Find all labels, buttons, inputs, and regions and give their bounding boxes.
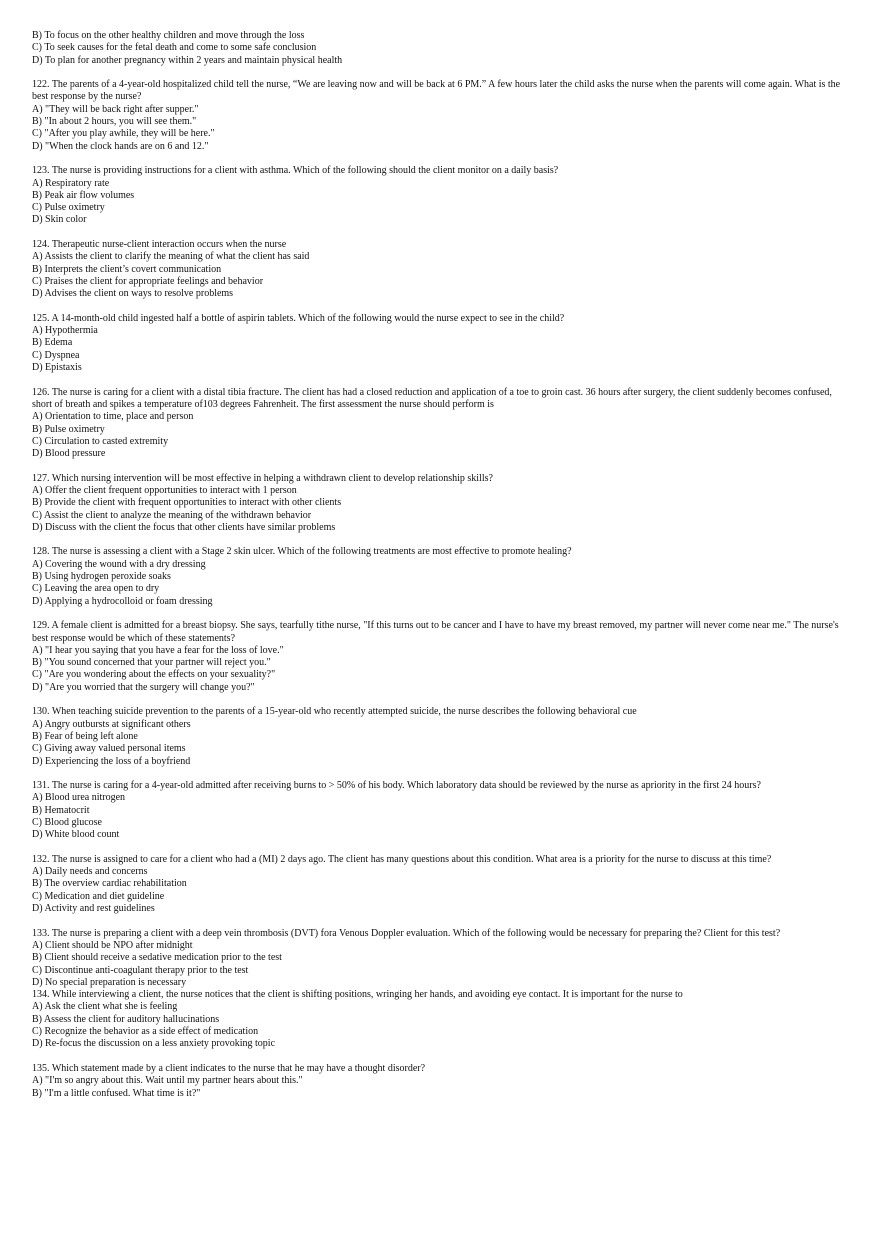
option: B) Client should receive a sedative medication prior to the test xyxy=(32,952,282,964)
option: A) Blood urea nitrogen xyxy=(32,792,126,804)
option: B) Peak air flow volumes xyxy=(32,189,135,201)
option: A) Respiratory rate xyxy=(32,177,110,189)
option: D) Blood pressure xyxy=(32,448,106,460)
option: A) "I hear you saying that you have a fear for the loss of love." xyxy=(32,644,284,656)
option: A) Covering the wound with a dry dressing xyxy=(32,558,206,570)
option: B) Using hydrogen peroxide soaks xyxy=(32,571,171,583)
option: B) "I'm a little confused. What time is it?" xyxy=(32,1087,201,1099)
question-stem: 129. A female client is admitted for a breast biopsy. She says, tearfully tithe nurse, "If this turns out to be cancer and I have to have my breast removed, my partner will never come near me." The nurse's best response would be which of these statements? xyxy=(32,620,839,644)
question-132 xyxy=(32,854,850,915)
option: A) Client should be NPO after midnight xyxy=(32,939,193,951)
option: B) The overview cardiac rehabilitation xyxy=(32,878,187,890)
question-stem: 124. Therapeutic nurse-client interaction occurs when the nurse xyxy=(32,239,287,251)
option: A) "They will be back right after supper." xyxy=(32,103,199,115)
question-129 xyxy=(32,620,850,694)
question-stem: 128. The nurse is assessing a client with a Stage 2 skin ulcer. Which of the following treatments are most effective to promote healing? xyxy=(32,546,572,558)
option: C) Recognize the behavior as a side effect of medication xyxy=(32,1026,259,1038)
question-135 xyxy=(32,1063,850,1100)
question-130 xyxy=(32,706,850,767)
option: D) White blood count xyxy=(32,829,120,841)
option: D) No special preparation is necessary xyxy=(32,976,187,988)
option: B) Hematocrit xyxy=(32,804,90,816)
question-123 xyxy=(32,165,850,226)
option: C) Medication and diet guideline xyxy=(32,890,165,902)
option: B) Fear of being left alone xyxy=(32,730,138,742)
option: D) Discuss with the client the focus that other clients have similar problems xyxy=(32,521,336,533)
option: A) "I'm so angry about this. Wait until my partner hears about this." xyxy=(32,1075,303,1087)
question-stem: 125. A 14-month-old child ingested half a bottle of aspirin tablets. Which of the following would the nurse expect to see in the child? xyxy=(32,312,565,324)
question-126 xyxy=(32,387,850,461)
option: C) Circulation to casted extremity xyxy=(32,435,169,447)
option: C) Praises the client for appropriate feelings and behavior xyxy=(32,275,264,287)
option: B) Pulse oximetry xyxy=(32,423,105,435)
option: C) Leaving the area open to dry xyxy=(32,583,160,595)
question-131 xyxy=(32,780,850,841)
question-134 xyxy=(32,989,850,1050)
option: A) Daily needs and concerns xyxy=(32,866,148,878)
option: D) "Are you worried that the surgery will change you?" xyxy=(32,681,255,693)
question-stem: 134. While interviewing a client, the nurse notices that the client is shifting positions, wringing her hands, and avoiding eye contact. It is important for the nurse to xyxy=(32,989,683,1001)
option: D) Applying a hydrocolloid or foam dressing xyxy=(32,595,213,607)
option: D) Activity and rest guidelines xyxy=(32,903,155,915)
option: B) Provide the client with frequent opportunities to interact with other clients xyxy=(32,497,342,509)
option: A) Angry outbursts at significant others xyxy=(32,718,191,730)
option: B) Edema xyxy=(32,337,73,349)
option: C) To seek causes for the fetal death and come to some safe conclusion xyxy=(32,42,317,54)
option: C) Discontinue anti-coagulant therapy prior to the test xyxy=(32,964,249,976)
question-stem: 123. The nurse is providing instructions for a client with asthma. Which of the following should the client monitor on a daily basis? xyxy=(32,165,559,177)
question-125 xyxy=(32,313,850,374)
option: D) Advises the client on ways to resolve problems xyxy=(32,288,234,300)
question-stem: 126. The nurse is caring for a client with a distal tibia fracture. The client has had a closed reduction and application of a toe to groin cast. 36 hours after surgery, the client suddenly becomes confused, short of breath and spikes a temperature of103 degrees Fahrenheit. The first assessment the nurse should perform is xyxy=(32,386,832,410)
option: A) Hypothermia xyxy=(32,325,98,337)
question-122 xyxy=(32,79,850,153)
option: D) Re-focus the discussion on a less anxiety provoking topic xyxy=(32,1038,276,1050)
option: C) Dyspnea xyxy=(32,349,80,361)
option: B) "You sound concerned that your partner will reject you." xyxy=(32,657,271,669)
leading-options xyxy=(32,30,850,67)
option: D) Skin color xyxy=(32,214,87,226)
question-stem: 133. The nurse is preparing a client with a deep vein thrombosis (DVT) fora Venous Doppler evaluation. Which of the following would be necessary for preparing the? Client for this test? xyxy=(32,927,781,939)
question-stem: 127. Which nursing intervention will be most effective in helping a withdrawn client to develop relationship skills? xyxy=(32,472,493,484)
option: C) "After you play awhile, they will be here." xyxy=(32,128,215,140)
option: A) Ask the client what she is feeling xyxy=(32,1001,178,1013)
option: D) To plan for another pregnancy within 2 years and maintain physical health xyxy=(32,54,343,66)
option: C) Giving away valued personal items xyxy=(32,743,186,755)
option: D) Epistaxis xyxy=(32,362,82,374)
question-stem: 132. The nurse is assigned to care for a client who had a (MI) 2 days ago. The client has many questions about this condition. What area is a priority for the nurse to discuss at this time? xyxy=(32,853,772,865)
question-128 xyxy=(32,546,850,607)
option: A) Offer the client frequent opportunities to interact with 1 person xyxy=(32,484,297,496)
option: C) "Are you wondering about the effects on your sexuality?" xyxy=(32,669,276,681)
option: B) Assess the client for auditory hallucinations xyxy=(32,1013,220,1025)
question-stem: 131. The nurse is caring for a 4-year-old admitted after receiving burns to > 50% of his body. Which laboratory data should be reviewed by the nurse as apriority in the first 24 hours? xyxy=(32,780,761,792)
question-133 xyxy=(32,928,850,989)
question-stem: 135. Which statement made by a client indicates to the nurse that he may have a thought disorder? xyxy=(32,1062,426,1074)
option: A) Assists the client to clarify the meaning of what the client has said xyxy=(32,251,310,263)
option: B) Interprets the client’s covert communication xyxy=(32,263,222,275)
question-stem: 122. The parents of a 4-year-old hospitalized child tell the nurse, “We are leaving now and will be back at 6 PM.” A few hours later the child asks the nurse when the parents will come again. What is the best response by the nurse? xyxy=(32,79,841,103)
question-127 xyxy=(32,473,850,534)
option: B) To focus on the other healthy children and move through the loss xyxy=(32,30,305,41)
question-124 xyxy=(32,239,850,300)
option: D) "When the clock hands are on 6 and 12." xyxy=(32,140,209,152)
question-stem: 130. When teaching suicide prevention to the parents of a 15-year-old who recently attempted suicide, the nurse describes the following behavioral cue xyxy=(32,706,637,718)
option: C) Blood glucose xyxy=(32,817,102,828)
option: C) Pulse oximetry xyxy=(32,202,105,214)
option: C) Assist the client to analyze the meaning of the withdrawn behavior xyxy=(32,509,312,521)
option: A) Orientation to time, place and person xyxy=(32,411,194,423)
option: B) "In about 2 hours, you will see them." xyxy=(32,116,197,128)
option: D) Experiencing the loss of a boyfriend xyxy=(32,755,191,767)
